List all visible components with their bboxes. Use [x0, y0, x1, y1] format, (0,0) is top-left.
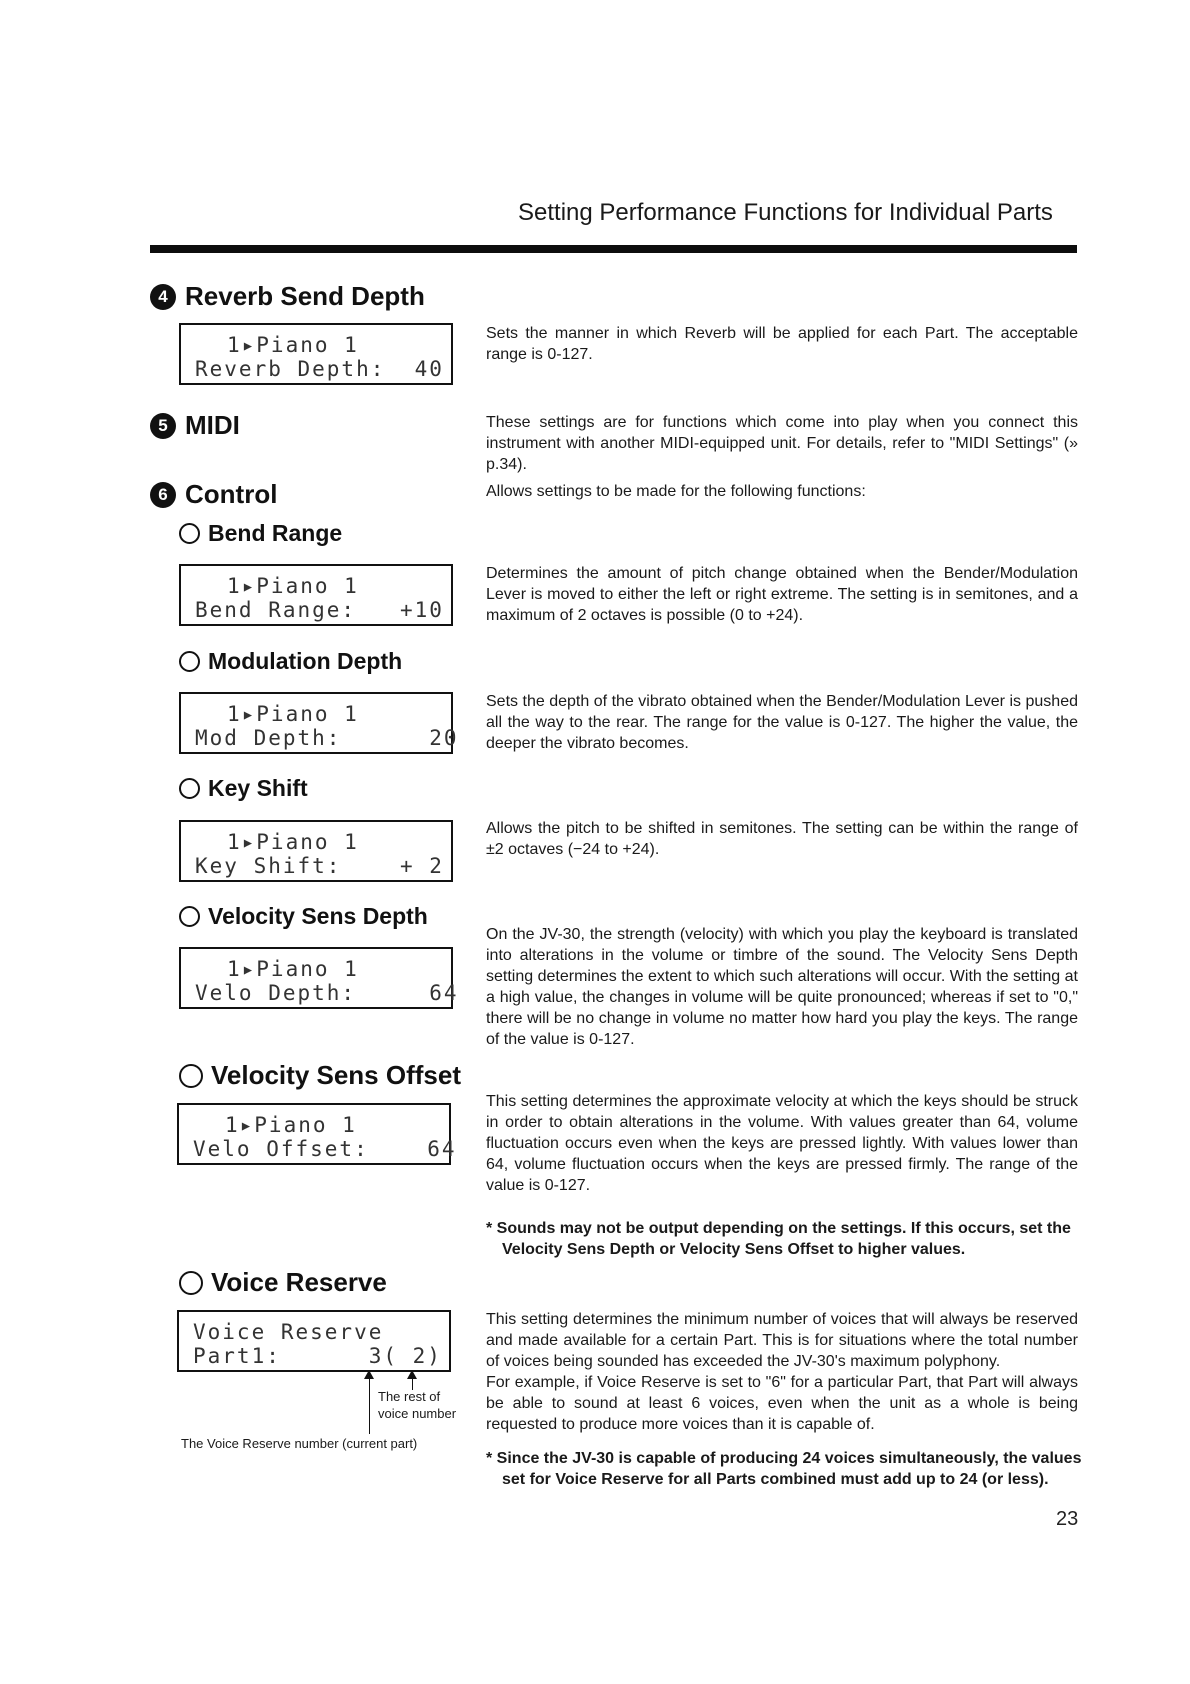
circle-bullet-icon [179, 523, 200, 544]
circle-bullet-icon [179, 778, 200, 799]
lcd-line-2: Bend Range: +10 [195, 598, 444, 622]
desc-reverb: Sets the manner in which Reverb will be applied for each Part. The acceptable range is 0-127. [486, 325, 1078, 363]
lcd-line-1: 1▸Piano 1 [227, 333, 359, 357]
callout-rest-of-voice-number: The rest of voice number [378, 1389, 457, 1421]
desc-voice-reserve-p1: This setting determines the minimum number of voices that will always be reserved and made available for a certain Part. This is for situations where the total number of voices being sounded has exceeded the JV-30's maximum polyphony. [486, 1311, 1078, 1370]
section-title: Reverb Send Depth [185, 281, 425, 311]
desc-velocity-sens-offset: This setting determines the approximate velocity at which the keys should be struck in order to obtain alterations in the volume. With values greater than 64, volume fluctuation occurs even when the keys are pressed lightly. With values lower than 64, volume fluctuation occurs when the keys are pressed firmly. The range of the value is 0-127. [486, 1093, 1078, 1194]
lcd-key-shift [179, 820, 453, 882]
lcd-line-2: Mod Depth: 20 [195, 726, 459, 750]
lcd-line-1: 1▸Piano 1 [227, 702, 359, 726]
lcd-line-2: Part1: 3( 2) [193, 1344, 442, 1368]
callout-current-part: The Voice Reserve number (current part) [181, 1436, 418, 1451]
desc-key-shift: Allows the pitch to be shifted in semitones. The setting can be within the range of ±2 octaves (−24 to +24). [486, 820, 1078, 858]
header-rule [150, 245, 1077, 253]
page-number: 23 [1056, 1508, 1079, 1530]
section-number-badge: 5 [150, 413, 176, 439]
subsection-title: Velocity Sens Depth [208, 903, 428, 929]
arrow-up-icon [407, 1370, 417, 1379]
lcd-voice-reserve [177, 1310, 451, 1372]
subsection-key-shift [179, 775, 308, 802]
circle-bullet-icon [179, 906, 200, 927]
desc-modulation-depth: Sets the depth of the vibrato obtained when the Bender/Modulation Lever is pushed all the way to the rear. The range for the value is 0-127. The higher the value, the deeper the vibrato becomes. [486, 693, 1078, 752]
subsection-modulation-depth [179, 648, 402, 675]
subsection-bend-range [179, 520, 342, 547]
subsection-voice-reserve [179, 1267, 387, 1298]
section-midi [150, 410, 240, 441]
lcd-line-1: 1▸Piano 1 [225, 1113, 357, 1137]
section-reverb-send-depth [150, 281, 425, 312]
desc-voice-reserve-p2: For example, if Voice Reserve is set to "6" for a particular Part, that Part will always be able to sound at least 6 voices, even when the unit as a whole is being requested to produce more voices than it is capable of. [486, 1374, 1078, 1433]
lcd-reverb-depth [179, 323, 453, 385]
section-title: Control [185, 479, 278, 509]
lcd-velocity-sens-depth [179, 947, 459, 1009]
desc-control: Allows settings to be made for the following functions: [486, 483, 866, 500]
lcd-line-2: Velo Depth: 64 [195, 981, 459, 1005]
lcd-line-2: Reverb Depth: 40 [195, 357, 444, 381]
lcd-line-1: Voice Reserve [193, 1320, 384, 1344]
desc-velocity-sens-depth: On the JV-30, the strength (velocity) with which you play the keyboard is translated into alterations in the volume or timbre of the sound. The Velocity Sens Depth setting determines the extent to which such alterations will occur. With the setting at a high value, the changes in volume will be quite pronounced; whereas if set to "0," there will be no change in volume no matter how hard you play the keys. The range of the value is 0-127. [486, 926, 1078, 1048]
note-voice-reserve: * Since the JV-30 is capable of producing 24 voices simultaneously, the values set for Voice Reserve for all Parts combined must add up to 24 (or less). [486, 1450, 1082, 1488]
arrow-up-icon [364, 1370, 374, 1379]
note-velocity-sens-offset: * Sounds may not be output depending on the settings. If this occurs, set the Velocity Sens Depth or Velocity Sens Offset to higher values. [486, 1220, 1071, 1258]
subsection-velocity-sens-offset [179, 1060, 461, 1091]
lcd-line-1: 1▸Piano 1 [227, 957, 359, 981]
lcd-velocity-sens-offset [177, 1103, 457, 1165]
subsection-title: Bend Range [208, 520, 343, 546]
lcd-line-1: 1▸Piano 1 [227, 574, 359, 598]
subsection-velocity-sens-depth [179, 903, 428, 930]
circle-bullet-icon [179, 1271, 203, 1295]
section-title: MIDI [185, 410, 240, 440]
callout-line-current-part [369, 1372, 370, 1434]
desc-midi: These settings are for functions which come into play when you connect this instrument with another MIDI-equipped unit. For details, refer to "MIDI Settings" (» p.34). [486, 414, 1078, 473]
circle-bullet-icon [179, 1064, 203, 1088]
subsection-title: Key Shift [208, 775, 308, 801]
section-number-badge: 6 [150, 482, 176, 508]
subsection-title: Voice Reserve [211, 1267, 387, 1297]
section-control [150, 479, 277, 510]
lcd-line-2: Key Shift: + 2 [195, 854, 444, 878]
section-number-badge: 4 [150, 284, 176, 310]
lcd-line-1: 1▸Piano 1 [227, 830, 359, 854]
page-header-title: Setting Performance Functions for Individual Parts [518, 199, 1053, 226]
circle-bullet-icon [179, 651, 200, 672]
subsection-title: Velocity Sens Offset [211, 1060, 461, 1090]
lcd-modulation-depth [179, 692, 459, 754]
lcd-bend-range [179, 564, 453, 626]
lcd-line-2: Velo Offset: 64 [193, 1137, 457, 1161]
desc-bend-range: Determines the amount of pitch change obtained when the Bender/Modulation Lever is moved to either the left or right extreme. The setting is in semitones, and a maximum of 2 octaves is possible (0 to +24). [486, 565, 1078, 624]
subsection-title: Modulation Depth [208, 648, 403, 674]
desc-voice-reserve [486, 1309, 1078, 1435]
